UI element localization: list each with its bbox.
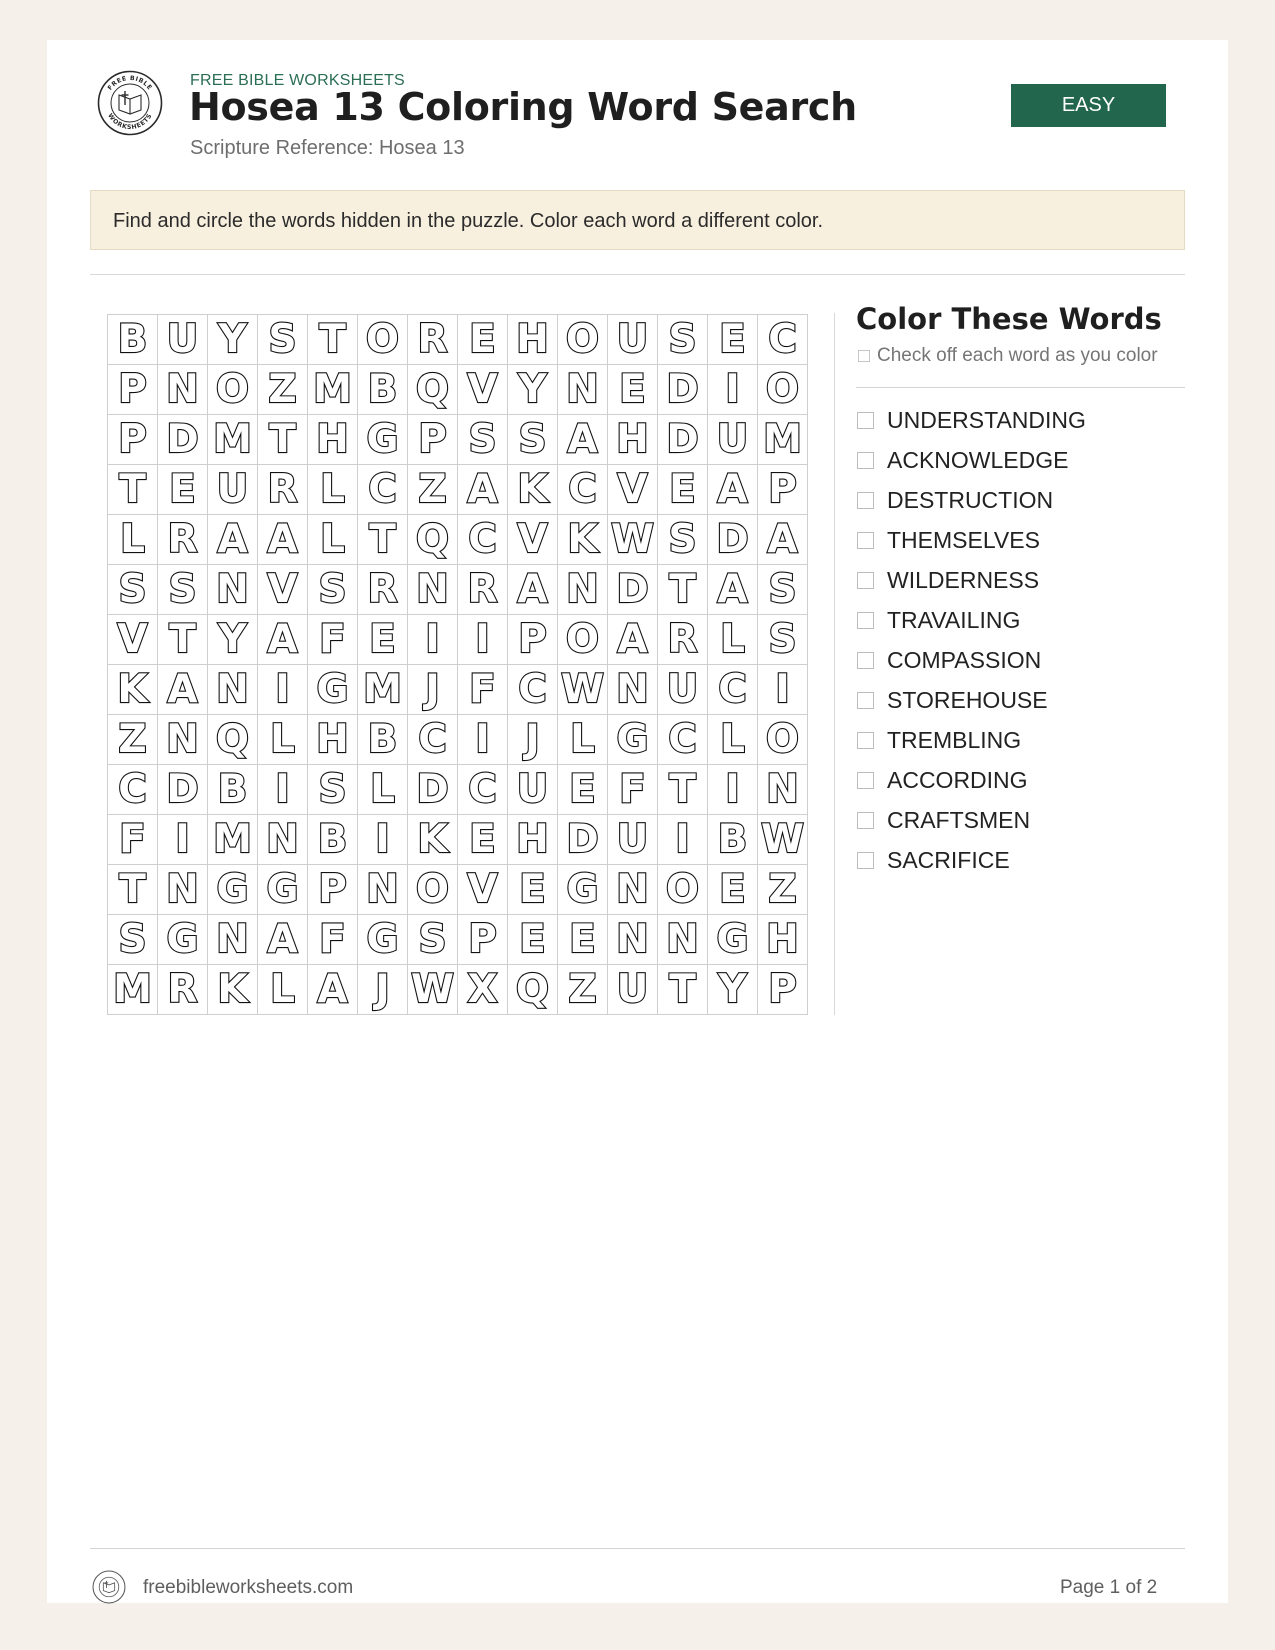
grid-cell: U	[208, 465, 258, 515]
grid-cell: Z	[258, 365, 308, 415]
difficulty-badge: EASY	[1011, 84, 1166, 127]
word-checkbox[interactable]	[857, 852, 874, 869]
word-checkbox[interactable]	[857, 412, 874, 429]
word-checkbox[interactable]	[857, 732, 874, 749]
grid-cell: C	[658, 715, 708, 765]
grid-cell: O	[758, 715, 808, 765]
grid-cell: A	[608, 615, 658, 665]
grid-cell: L	[258, 965, 308, 1015]
grid-cell: U	[158, 315, 208, 365]
grid-cell: D	[708, 515, 758, 565]
grid-cell: T	[108, 865, 158, 915]
grid-cell: E	[508, 865, 558, 915]
grid-cell: P	[758, 965, 808, 1015]
word-list-item	[856, 560, 1086, 600]
grid-cell: S	[758, 565, 808, 615]
grid-cell: N	[208, 565, 258, 615]
grid-cell: C	[508, 665, 558, 715]
grid-cell: Q	[408, 515, 458, 565]
word-checkbox[interactable]	[857, 772, 874, 789]
logo-text-top: FREE BIBLE	[106, 74, 154, 92]
grid-cell: Y	[208, 315, 258, 365]
grid-cell: F	[308, 915, 358, 965]
grid-cell: G	[208, 865, 258, 915]
scripture-reference: Scripture Reference: Hosea 13	[190, 137, 465, 159]
word-list-item	[856, 640, 1086, 680]
grid-cell: S	[158, 565, 208, 615]
grid-cell: A	[708, 465, 758, 515]
grid-cell: A	[208, 515, 258, 565]
grid-cell: H	[308, 415, 358, 465]
grid-cell: E	[708, 865, 758, 915]
grid-cell: N	[758, 765, 808, 815]
grid-cell: G	[708, 915, 758, 965]
word-label: WILDERNESS	[887, 566, 1040, 593]
column-divider	[834, 313, 835, 1015]
grid-cell: P	[108, 415, 158, 465]
grid-cell: Z	[558, 965, 608, 1015]
grid-cell: F	[608, 765, 658, 815]
grid-cell: X	[458, 965, 508, 1015]
word-list-divider	[856, 387, 1185, 388]
grid-cell: S	[258, 315, 308, 365]
grid-cell: E	[358, 615, 408, 665]
grid-cell: A	[558, 415, 608, 465]
grid-cell: I	[708, 765, 758, 815]
word-checkbox[interactable]	[857, 692, 874, 709]
grid-cell: S	[108, 565, 158, 615]
grid-cell: D	[558, 815, 608, 865]
brand-name: FREE BIBLE WORKSHEETS	[190, 72, 405, 89]
grid-cell: E	[558, 915, 608, 965]
grid-cell: S	[508, 415, 558, 465]
grid-cell: E	[458, 315, 508, 365]
grid-cell: N	[208, 665, 258, 715]
grid-cell: Q	[508, 965, 558, 1015]
grid-cell: W	[758, 815, 808, 865]
grid-cell: N	[558, 365, 608, 415]
grid-cell: V	[508, 515, 558, 565]
grid-cell: Y	[708, 965, 758, 1015]
grid-cell: S	[308, 765, 358, 815]
grid-cell: N	[608, 865, 658, 915]
grid-cell: C	[358, 465, 408, 515]
grid-cell: V	[108, 615, 158, 665]
grid-cell: G	[308, 665, 358, 715]
header-divider	[90, 274, 1185, 275]
grid-cell: I	[758, 665, 808, 715]
grid-cell: I	[458, 615, 508, 665]
grid-cell: A	[458, 465, 508, 515]
grid-cell: O	[558, 615, 608, 665]
grid-cell: L	[258, 715, 308, 765]
grid-cell: S	[308, 565, 358, 615]
grid-cell: M	[308, 365, 358, 415]
grid-cell: V	[458, 865, 508, 915]
grid-cell: L	[708, 715, 758, 765]
word-checkbox[interactable]	[857, 612, 874, 629]
grid-cell: E	[708, 315, 758, 365]
grid-cell: O	[658, 865, 708, 915]
grid-cell: K	[108, 665, 158, 715]
grid-cell: Z	[108, 715, 158, 765]
grid-cell: A	[258, 915, 308, 965]
grid-cell: J	[358, 965, 408, 1015]
grid-cell: N	[558, 565, 608, 615]
grid-cell: D	[658, 365, 708, 415]
grid-cell: J	[408, 665, 458, 715]
grid-cell: R	[358, 565, 408, 615]
grid-cell: N	[608, 915, 658, 965]
grid-cell: G	[258, 865, 308, 915]
grid-cell: M	[208, 415, 258, 465]
grid-cell: O	[408, 865, 458, 915]
grid-cell: C	[458, 765, 508, 815]
worksheet-page	[47, 40, 1228, 1603]
word-list-item	[856, 520, 1086, 560]
grid-cell: E	[158, 465, 208, 515]
grid-cell: N	[658, 915, 708, 965]
grid-cell: R	[258, 465, 308, 515]
grid-cell: D	[608, 565, 658, 615]
grid-cell: O	[758, 365, 808, 415]
grid-cell: N	[158, 365, 208, 415]
grid-cell: A	[158, 665, 208, 715]
grid-cell: T	[258, 415, 308, 465]
grid-cell: W	[408, 965, 458, 1015]
word-label: TREMBLING	[887, 726, 1022, 753]
word-checkbox[interactable]	[857, 492, 874, 509]
grid-cell: V	[458, 365, 508, 415]
grid-cell: Z	[408, 465, 458, 515]
word-label: STOREHOUSE	[887, 686, 1048, 713]
grid-cell: F	[308, 615, 358, 665]
grid-cell: I	[158, 815, 208, 865]
grid-cell: U	[608, 965, 658, 1015]
grid-cell: I	[408, 615, 458, 665]
logo-seal-icon	[97, 70, 163, 136]
checkbox-icon	[858, 350, 870, 362]
grid-cell: G	[158, 915, 208, 965]
grid-cell: C	[708, 665, 758, 715]
grid-cell: S	[408, 915, 458, 965]
grid-cell: L	[708, 615, 758, 665]
grid-cell: T	[358, 515, 408, 565]
grid-cell: C	[758, 315, 808, 365]
grid-cell: T	[658, 765, 708, 815]
grid-cell: O	[208, 365, 258, 415]
word-checkbox[interactable]	[857, 452, 874, 469]
grid-cell: T	[658, 565, 708, 615]
grid-cell: N	[258, 815, 308, 865]
grid-cell: A	[308, 965, 358, 1015]
grid-cell: M	[358, 665, 408, 715]
grid-cell: I	[358, 815, 408, 865]
grid-cell: H	[758, 915, 808, 965]
grid-cell: G	[608, 715, 658, 765]
grid-cell: N	[158, 865, 208, 915]
word-list-item	[856, 480, 1086, 520]
grid-cell: N	[158, 715, 208, 765]
word-list-title: Color These Words	[856, 302, 1162, 336]
grid-cell: D	[408, 765, 458, 815]
grid-cell: H	[308, 715, 358, 765]
word-list-item	[856, 440, 1086, 480]
grid-cell: C	[458, 515, 508, 565]
word-label: CRAFTSMEN	[887, 806, 1031, 833]
grid-cell: A	[508, 565, 558, 615]
grid-cell: C	[408, 715, 458, 765]
grid-cell: B	[708, 815, 758, 865]
word-list-item	[856, 600, 1086, 640]
word-list-item	[856, 760, 1086, 800]
word-list-item	[856, 680, 1086, 720]
grid-cell: O	[558, 315, 608, 365]
grid-cell: D	[158, 415, 208, 465]
grid-cell: S	[658, 515, 708, 565]
grid-cell: Q	[208, 715, 258, 765]
grid-cell: H	[608, 415, 658, 465]
grid-cell: R	[158, 515, 208, 565]
grid-cell: E	[608, 365, 658, 415]
word-label: TRAVAILING	[887, 606, 1021, 633]
word-list-item	[856, 840, 1086, 880]
word-checkbox[interactable]	[857, 652, 874, 669]
grid-cell: B	[308, 815, 358, 865]
grid-cell: A	[258, 615, 308, 665]
grid-cell: T	[308, 315, 358, 365]
grid-cell: F	[108, 815, 158, 865]
word-search-grid	[107, 314, 808, 1015]
grid-cell: E	[658, 465, 708, 515]
grid-cell: G	[558, 865, 608, 915]
word-list	[856, 400, 1086, 880]
grid-cell: D	[158, 765, 208, 815]
grid-cell: L	[308, 515, 358, 565]
word-list-item	[856, 400, 1086, 440]
grid-cell: K	[558, 515, 608, 565]
grid-cell: U	[508, 765, 558, 815]
page-number: Page 1 of 2	[1060, 1577, 1158, 1598]
grid-cell: G	[358, 415, 408, 465]
word-label: UNDERSTANDING	[887, 406, 1086, 433]
grid-cell: B	[358, 715, 408, 765]
grid-cell: K	[208, 965, 258, 1015]
word-label: THEMSELVES	[887, 526, 1040, 553]
grid-cell: P	[508, 615, 558, 665]
grid-cell: H	[508, 815, 558, 865]
grid-cell: H	[508, 315, 558, 365]
grid-cell: R	[658, 615, 708, 665]
grid-cell: U	[608, 315, 658, 365]
grid-cell: T	[658, 965, 708, 1015]
grid-cell: E	[558, 765, 608, 815]
grid-cell: Z	[758, 865, 808, 915]
grid-cell: A	[708, 565, 758, 615]
grid-cell: W	[558, 665, 608, 715]
grid-cell: L	[358, 765, 408, 815]
logo-text-bottom: WORKSHEETS	[106, 112, 154, 132]
grid-cell: S	[758, 615, 808, 665]
grid-cell: Q	[408, 365, 458, 415]
grid-cell: R	[408, 315, 458, 365]
word-list-subtitle-text: Check off each word as you color	[877, 345, 1158, 366]
grid-cell: I	[258, 765, 308, 815]
grid-cell: I	[658, 815, 708, 865]
footer-website: freebibleworksheets.com	[143, 1577, 354, 1598]
grid-cell: U	[658, 665, 708, 715]
word-label: COMPASSION	[887, 646, 1042, 673]
grid-cell: B	[358, 365, 408, 415]
word-checkbox[interactable]	[857, 812, 874, 829]
grid-cell: G	[358, 915, 408, 965]
grid-cell: E	[458, 815, 508, 865]
word-list-subtitle	[858, 345, 1158, 367]
grid-cell: C	[108, 765, 158, 815]
grid-cell: T	[158, 615, 208, 665]
instructions-box: Find and circle the words hidden in the puzzle. Color each word a different color.	[90, 190, 1185, 250]
word-checkbox[interactable]	[857, 572, 874, 589]
grid-cell: O	[358, 315, 408, 365]
grid-cell: N	[408, 565, 458, 615]
grid-cell: U	[608, 815, 658, 865]
grid-cell: C	[558, 465, 608, 515]
grid-cell: S	[108, 915, 158, 965]
grid-cell: V	[258, 565, 308, 615]
grid-cell: E	[508, 915, 558, 965]
grid-cell: I	[458, 715, 508, 765]
grid-cell: I	[258, 665, 308, 715]
word-checkbox[interactable]	[857, 532, 874, 549]
grid-cell: P	[758, 465, 808, 515]
word-label: DESTRUCTION	[887, 486, 1054, 513]
grid-cell: A	[758, 515, 808, 565]
grid-cell: N	[208, 915, 258, 965]
grid-cell: K	[508, 465, 558, 515]
grid-cell: P	[308, 865, 358, 915]
grid-cell: K	[408, 815, 458, 865]
word-label: ACKNOWLEDGE	[887, 446, 1069, 473]
grid-cell: P	[108, 365, 158, 415]
grid-cell: L	[108, 515, 158, 565]
grid-cell: I	[708, 365, 758, 415]
grid-cell: M	[108, 965, 158, 1015]
footer-logo-icon	[92, 1570, 126, 1604]
word-list-item	[856, 720, 1086, 760]
word-label: ACCORDING	[887, 766, 1028, 793]
grid-cell: P	[458, 915, 508, 965]
grid-cell: M	[208, 815, 258, 865]
grid-cell: W	[608, 515, 658, 565]
grid-cell: J	[508, 715, 558, 765]
grid-cell: L	[308, 465, 358, 515]
grid-cell: U	[708, 415, 758, 465]
grid-cell: S	[658, 315, 708, 365]
grid-cell: M	[758, 415, 808, 465]
grid-cell: R	[158, 965, 208, 1015]
grid-cell: S	[458, 415, 508, 465]
grid-cell: B	[208, 765, 258, 815]
grid-cell: Y	[208, 615, 258, 665]
footer-divider	[90, 1548, 1185, 1549]
word-label: SACRIFICE	[887, 846, 1010, 873]
page-title: Hosea 13 Coloring Word Search	[189, 85, 857, 129]
grid-cell: R	[458, 565, 508, 615]
grid-cell: D	[658, 415, 708, 465]
grid-cell: Y	[508, 365, 558, 415]
grid-cell: F	[458, 665, 508, 715]
grid-cell: V	[608, 465, 658, 515]
grid-cell: A	[258, 515, 308, 565]
grid-cell: P	[408, 415, 458, 465]
word-list-item	[856, 800, 1086, 840]
grid-cell: N	[358, 865, 408, 915]
grid-cell: N	[608, 665, 658, 715]
grid-cell: L	[558, 715, 608, 765]
grid-cell: B	[108, 315, 158, 365]
grid-cell: T	[108, 465, 158, 515]
